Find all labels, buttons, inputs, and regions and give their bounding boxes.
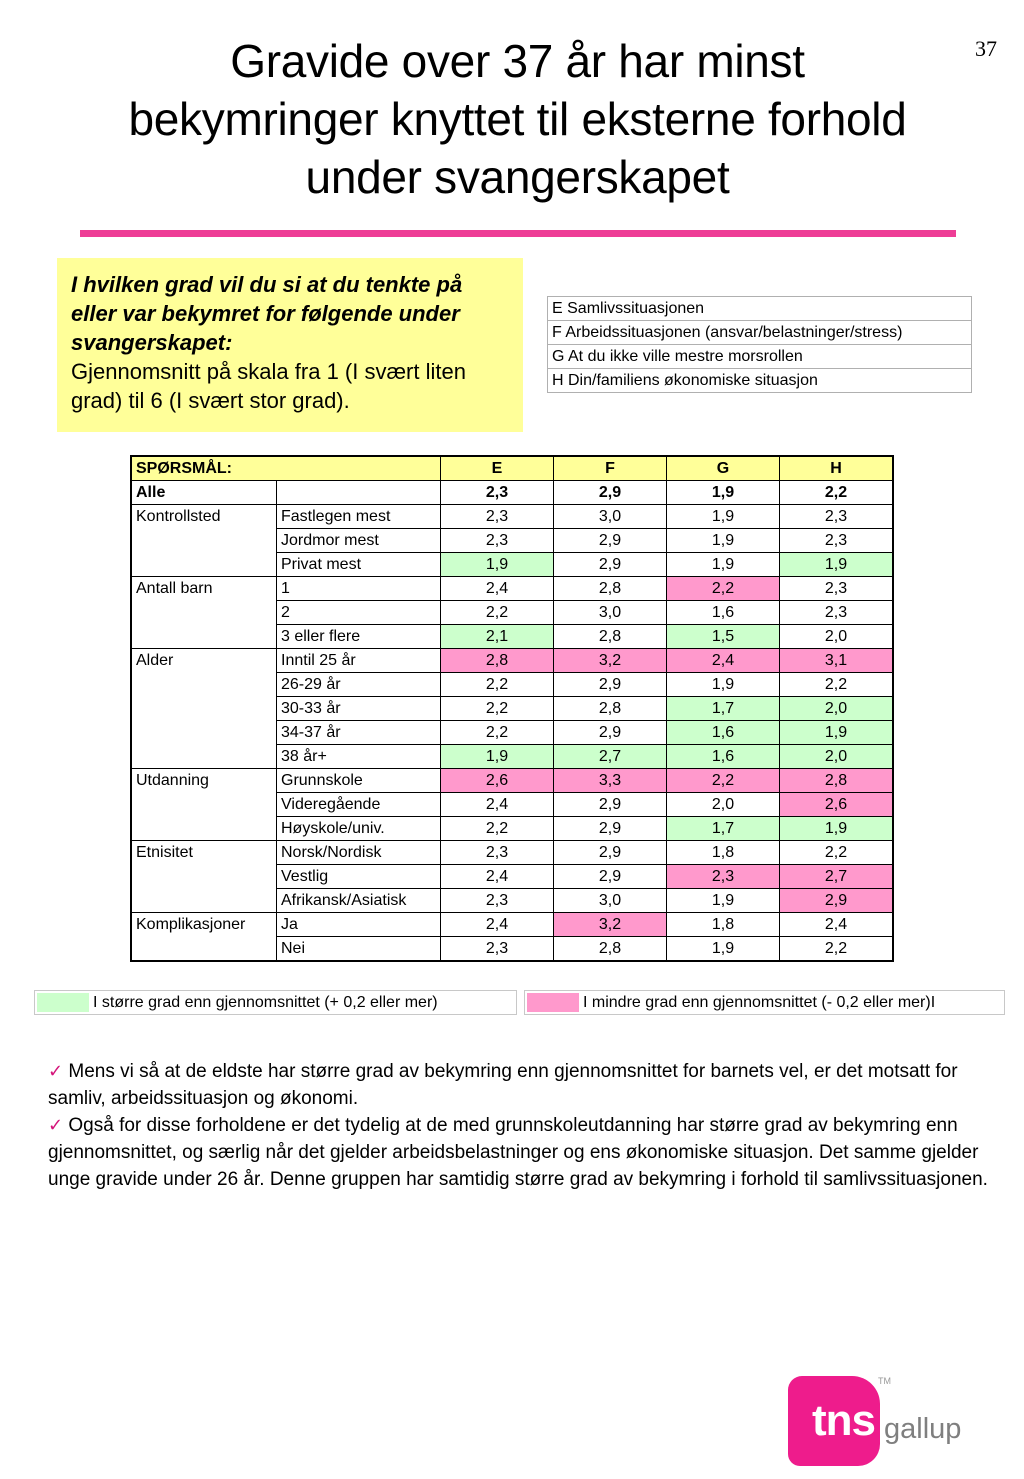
row-sub-label: 30-33 år	[277, 697, 441, 721]
row-group-label: Alder	[131, 649, 277, 673]
value-cell: 2,1	[441, 625, 554, 649]
table-row	[131, 793, 893, 817]
table-row	[131, 697, 893, 721]
row-sub-label: Fastlegen mest	[277, 505, 441, 529]
row-group-label	[131, 865, 277, 889]
value-cell: 2,9	[554, 793, 667, 817]
value-cell: 2,3	[441, 841, 554, 865]
value-cell: 3,0	[554, 601, 667, 625]
row-group-label: Utdanning	[131, 769, 277, 793]
value-cell: 1,5	[667, 625, 780, 649]
value-cell: 1,9	[441, 745, 554, 769]
logo-tns: tns	[812, 1396, 875, 1445]
header-label: SPØRSMÅL:	[131, 456, 441, 481]
value-cell: 1,8	[667, 841, 780, 865]
logo-tm: TM	[878, 1376, 891, 1386]
table-row	[131, 817, 893, 841]
row-group-label: Kontrollsted	[131, 505, 277, 529]
finding-2-text: Også for disse forholdene er det tydelig at de med grunnskoleutdanning har større grad av bekymring enn gjennomsnittet, og særlig når det gjelder arbeidsbelastninger og ens økonomiske situasjon. Det samme gjelder unge gravide under 26 år. Denne gruppen har samtidig større grad av bekymring i forhold til samlivssituasjonen.	[48, 1115, 988, 1190]
row-group-label	[131, 721, 277, 745]
value-cell: 2,3	[441, 481, 554, 505]
value-cell: 2,0	[780, 625, 894, 649]
finding-2	[48, 1112, 993, 1193]
value-cell: 1,9	[441, 553, 554, 577]
table-row	[131, 673, 893, 697]
value-cell: 2,9	[554, 817, 667, 841]
logo-gallup: gallup	[884, 1413, 962, 1445]
value-cell: 2,3	[780, 529, 894, 553]
value-cell: 2,8	[554, 697, 667, 721]
row-group-label	[131, 673, 277, 697]
title-line-2: bekymringer knyttet til eksterne forhold	[128, 93, 907, 145]
value-cell: 3,0	[554, 889, 667, 913]
header-col-g: G	[667, 456, 780, 481]
row-sub-label: Norsk/Nordisk	[277, 841, 441, 865]
value-cell: 3,2	[554, 913, 667, 937]
title-line-1: Gravide over 37 år har minst	[230, 35, 805, 87]
value-cell: 1,9	[667, 889, 780, 913]
findings	[48, 1058, 993, 1193]
legend-item-f: F Arbeidssituasjonen (ansvar/belastninger/stress)	[548, 321, 972, 345]
table-row	[131, 841, 893, 865]
page-title	[40, 32, 995, 206]
value-cell: 1,7	[667, 817, 780, 841]
value-cell: 2,9	[554, 553, 667, 577]
row-sub-label: Grunnskole	[277, 769, 441, 793]
tns-gallup-logo	[788, 1376, 968, 1466]
row-sub-label: 3 eller flere	[277, 625, 441, 649]
value-cell: 2,8	[441, 649, 554, 673]
check-icon: ✓	[48, 1115, 64, 1135]
row-group-label	[131, 817, 277, 841]
value-cell: 1,9	[780, 817, 894, 841]
value-cell: 2,7	[780, 865, 894, 889]
value-cell: 1,6	[667, 745, 780, 769]
value-cell: 2,2	[441, 673, 554, 697]
value-cell: 1,9	[667, 937, 780, 962]
value-cell: 2,4	[441, 913, 554, 937]
legend-item-e: E Samlivssituasjonen	[548, 297, 972, 321]
value-cell: 2,3	[780, 505, 894, 529]
value-cell: 2,4	[441, 865, 554, 889]
header-col-e: E	[441, 456, 554, 481]
row-sub-label: Videregående	[277, 793, 441, 817]
value-cell: 2,4	[441, 793, 554, 817]
row-sub-label: 2	[277, 601, 441, 625]
row-group-label	[131, 529, 277, 553]
value-cell: 1,6	[667, 601, 780, 625]
row-sub-label: Jordmor mest	[277, 529, 441, 553]
value-cell: 2,6	[441, 769, 554, 793]
value-cell: 3,0	[554, 505, 667, 529]
value-cell: 2,8	[780, 769, 894, 793]
value-cell: 2,9	[554, 673, 667, 697]
table-row	[131, 625, 893, 649]
value-cell: 2,0	[667, 793, 780, 817]
row-sub-label: Nei	[277, 937, 441, 962]
value-cell: 2,4	[667, 649, 780, 673]
legend-higher-swatch	[37, 993, 89, 1012]
row-sub-label: Ja	[277, 913, 441, 937]
row-sub-label	[277, 481, 441, 505]
value-cell: 2,0	[780, 745, 894, 769]
value-cell: 2,2	[441, 697, 554, 721]
table-row	[131, 721, 893, 745]
check-icon: ✓	[48, 1061, 64, 1081]
value-cell: 3,3	[554, 769, 667, 793]
value-cell: 1,6	[667, 721, 780, 745]
value-cell: 2,3	[780, 601, 894, 625]
header-col-h: H	[780, 456, 894, 481]
value-cell: 2,2	[780, 841, 894, 865]
results-table	[130, 455, 894, 962]
legend-item-g: G At du ikke ville mestre morsrollen	[548, 345, 972, 369]
legend-lower-label: I mindre grad enn gjennomsnittet (- 0,2 eller mer)I	[583, 994, 936, 1011]
value-cell: 2,6	[780, 793, 894, 817]
value-cell: 2,8	[554, 577, 667, 601]
row-sub-label: 38 år+	[277, 745, 441, 769]
value-cell: 2,2	[441, 817, 554, 841]
value-cell: 2,3	[780, 577, 894, 601]
value-cell: 2,7	[554, 745, 667, 769]
value-cell: 3,2	[554, 649, 667, 673]
row-sub-label: 26-29 år	[277, 673, 441, 697]
row-sub-label: Høyskole/univ.	[277, 817, 441, 841]
value-cell: 2,9	[780, 889, 894, 913]
value-cell: 2,2	[441, 721, 554, 745]
value-cell: 2,4	[780, 913, 894, 937]
finding-1	[48, 1058, 993, 1112]
title-divider	[80, 230, 956, 237]
value-cell: 2,3	[441, 889, 554, 913]
value-cell: 2,2	[780, 673, 894, 697]
legend-lower-swatch	[527, 993, 579, 1012]
page-number: 37	[975, 36, 997, 61]
table-row	[131, 601, 893, 625]
value-cell: 2,4	[441, 577, 554, 601]
table-row	[131, 553, 893, 577]
row-group-label: Komplikasjoner	[131, 913, 277, 937]
row-group-label	[131, 937, 277, 962]
row-sub-label: Vestlig	[277, 865, 441, 889]
value-cell: 1,9	[667, 529, 780, 553]
title-line-3: under svangerskapet	[305, 151, 730, 203]
table-row	[131, 913, 893, 937]
value-cell: 2,9	[554, 841, 667, 865]
value-cell: 2,9	[554, 865, 667, 889]
table-row	[131, 937, 893, 962]
value-cell: 3,1	[780, 649, 894, 673]
value-cell: 2,3	[667, 865, 780, 889]
table-row	[131, 745, 893, 769]
header-col-f: F	[554, 456, 667, 481]
table-row	[131, 649, 893, 673]
value-cell: 2,8	[554, 625, 667, 649]
row-group-label	[131, 697, 277, 721]
finding-1-text: Mens vi så at de eldste har større grad av bekymring enn gjennomsnittet for barnets vel, er det motsatt for samliv, arbeidssituasjon og økonomi.	[48, 1061, 958, 1109]
value-cell: 2,3	[441, 505, 554, 529]
row-group-label	[131, 889, 277, 913]
scale-note: Gjennomsnitt på skala fra 1 (I svært liten grad) til 6 (I svært stor grad).	[71, 359, 466, 413]
legend-item-h: H Din/familiens økonomiske situasjon	[548, 369, 972, 393]
question-text: I hvilken grad vil du si at du tenkte på eller var bekymret for følgende under svangerskapet:	[71, 272, 463, 355]
value-cell: 1,9	[667, 481, 780, 505]
row-group-label	[131, 601, 277, 625]
value-cell: 2,3	[441, 937, 554, 962]
row-group-label	[131, 553, 277, 577]
value-cell: 1,9	[780, 553, 894, 577]
value-cell: 2,9	[554, 721, 667, 745]
row-group-label: Etnisitet	[131, 841, 277, 865]
value-cell: 2,3	[441, 529, 554, 553]
value-cell: 1,8	[667, 913, 780, 937]
table-row	[131, 889, 893, 913]
row-group-label	[131, 745, 277, 769]
row-group-label: Alle	[131, 481, 277, 505]
question-box	[57, 258, 523, 432]
legend-lower	[524, 990, 1005, 1015]
legend-higher	[34, 990, 517, 1015]
legend-higher-label: I større grad enn gjennomsnittet (+ 0,2 eller mer)	[93, 994, 438, 1011]
row-group-label: Antall barn	[131, 577, 277, 601]
value-cell: 2,0	[780, 697, 894, 721]
value-cell: 2,2	[441, 601, 554, 625]
value-cell: 1,9	[667, 673, 780, 697]
value-cell: 2,2	[667, 769, 780, 793]
value-cell: 2,9	[554, 481, 667, 505]
value-cell: 1,9	[667, 505, 780, 529]
value-cell: 1,9	[667, 553, 780, 577]
value-cell: 1,7	[667, 697, 780, 721]
value-cell: 2,9	[554, 529, 667, 553]
row-group-label	[131, 793, 277, 817]
row-sub-label: Inntil 25 år	[277, 649, 441, 673]
table-row	[131, 529, 893, 553]
question-legend-table	[547, 296, 972, 393]
value-cell: 2,8	[554, 937, 667, 962]
row-sub-label: Privat mest	[277, 553, 441, 577]
table-header-row	[131, 456, 893, 481]
table-row	[131, 769, 893, 793]
value-cell: 2,2	[780, 481, 894, 505]
table-row	[131, 865, 893, 889]
row-sub-label: 34-37 år	[277, 721, 441, 745]
row-sub-label: Afrikansk/Asiatisk	[277, 889, 441, 913]
table-row	[131, 577, 893, 601]
row-group-label	[131, 625, 277, 649]
value-cell: 1,9	[780, 721, 894, 745]
value-cell: 2,2	[780, 937, 894, 962]
value-cell: 2,2	[667, 577, 780, 601]
table-row-total	[131, 481, 893, 505]
table-row	[131, 505, 893, 529]
row-sub-label: 1	[277, 577, 441, 601]
